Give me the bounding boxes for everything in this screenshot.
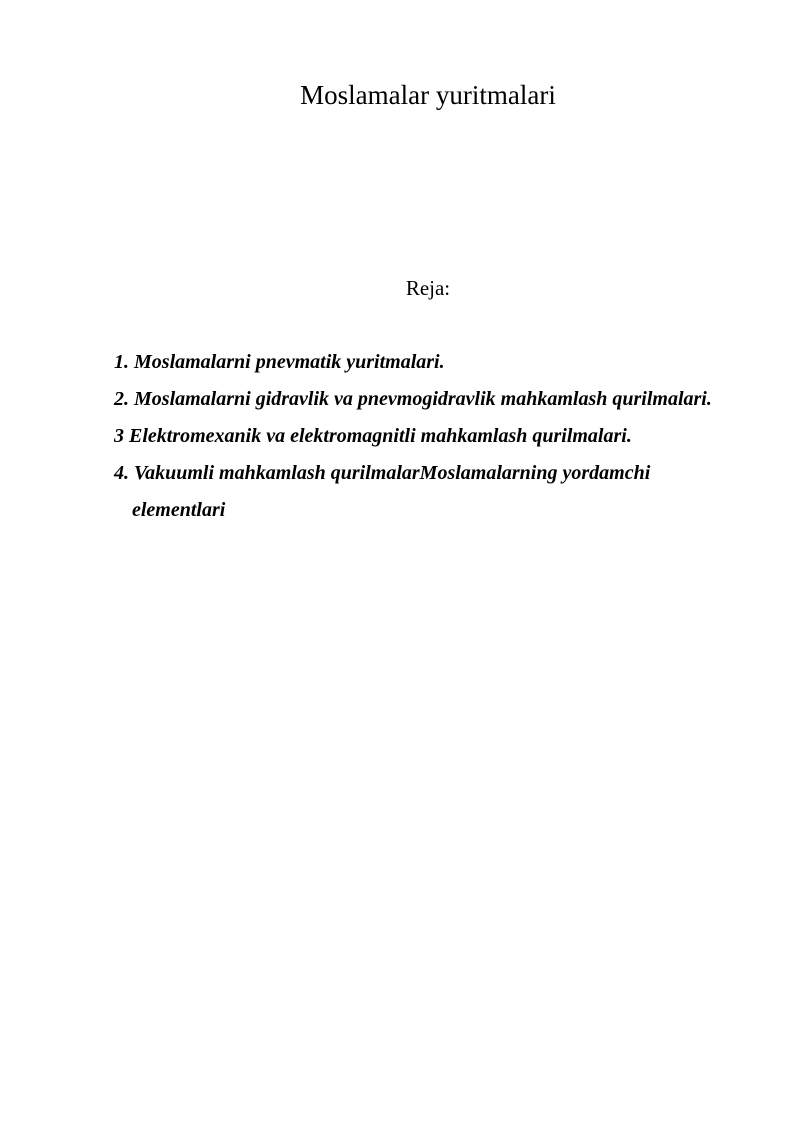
plan-list [114, 344, 734, 529]
plan-item-4: 4. Vakuumli mahkamlash qurilmalarMoslamalarning yordamchi elementlari [114, 462, 651, 521]
plan-item-1: 1. Moslamalarni pnevmatik yuritmalari. [114, 351, 445, 373]
plan-heading: Reja: [405, 276, 451, 300]
plan-item-3: 3 Elektromexanik va elektromagnitli mahkamlash qurilmalari. [114, 425, 632, 447]
plan-item-2: 2. Moslamalarni gidravlik va pnevmogidravlik mahkamlash qurilmalari. [114, 388, 712, 410]
document-title: Moslamalar yuritmalari [300, 80, 556, 110]
